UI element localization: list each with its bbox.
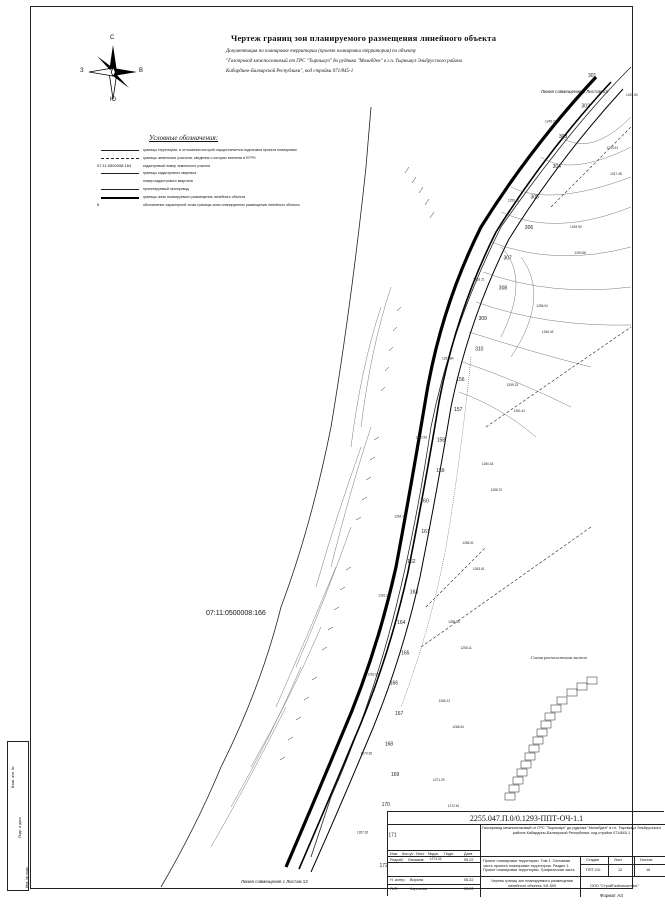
boundary-point-label: 169 <box>391 771 400 778</box>
territory-boundary-right <box>311 67 631 857</box>
elevation-label: 1250.11 <box>507 198 520 203</box>
boundary-point-label: 167 <box>395 711 404 718</box>
north-arrow-icon <box>80 35 144 103</box>
gip-name: Корнилов <box>410 887 428 891</box>
elevation-label: 1263.61 <box>473 567 485 572</box>
legend-heading: Условные обозначения: <box>149 134 219 142</box>
elevation-label: 1258.70 <box>490 488 503 493</box>
join-line-bottom: Линия совмещения с Листом 13 <box>241 879 308 884</box>
role-label: ГИП <box>390 887 398 891</box>
elevation-label: 1253.21 <box>473 277 485 282</box>
elevation-label: 1245.27 <box>545 119 557 124</box>
boundary-point-label: 160 <box>420 498 429 505</box>
boundary-point-label: 166 <box>389 680 399 687</box>
legend-item: номер кадастрового квартала <box>143 179 193 184</box>
scheme-title: Схема расположения листов <box>531 655 587 660</box>
boundary-point-label: 156 <box>456 376 465 383</box>
boundary-point-label: 306 <box>524 224 534 231</box>
legend-item: проектируемый газопровод <box>97 187 307 195</box>
elevation-label: 1274.03 <box>429 856 442 861</box>
col-header: Лист <box>416 852 425 856</box>
join-line-top: Линия совмещения с Листом 12 <box>541 89 608 94</box>
cadastral-block-number: 07:11:0500008:166 <box>206 610 266 617</box>
author-name: Ланшков <box>408 858 424 862</box>
boundary-point-label: 157 <box>454 407 463 414</box>
boundary-point-label: 302 <box>581 103 590 110</box>
boundary-point-label: 168 <box>384 741 394 748</box>
boundary-point-label: 158 <box>436 437 446 444</box>
elevation-label: 1255.11 <box>460 646 472 651</box>
boundary-point-label: 165 <box>401 650 410 657</box>
boundary-point-label: 159 <box>436 468 445 474</box>
compass-west: З <box>80 68 84 74</box>
gip-date: 05.22 <box>464 887 474 891</box>
subtitle-line: Кабардино-Балкарской Республики", код стройки 071/845-1 <box>226 69 354 74</box>
elevation-label: 1260.18 <box>481 461 494 466</box>
drawing-name: Чертеж границ зон планируемого размещения линейного объекта. М1:500 <box>491 879 573 888</box>
elevation-label: 1268.44 <box>452 725 464 730</box>
sheet-format: Формат А3 <box>600 893 623 898</box>
elevation-label: 1265.31 <box>462 540 474 545</box>
elevation-label: 1267.32 <box>356 830 369 835</box>
boundary-point-label: 304 <box>552 164 561 171</box>
sheet-value: 12 <box>618 868 623 872</box>
boundary-point-label: 307 <box>503 255 512 262</box>
elevation-label: 1259.23 <box>506 382 519 387</box>
stage-value: ППТ-ОЧ <box>586 868 601 872</box>
parcel-boundary <box>426 547 486 607</box>
boundary-point-label: 310 <box>475 346 484 353</box>
col-header: Изм. <box>390 852 399 856</box>
norm-control-name: Ворона <box>410 878 424 882</box>
elevation-label: 1262.93 <box>415 435 428 440</box>
legend-item: 8 обозначение характерной точки границы зоны планируемого размещения линейного объекта <box>97 201 300 207</box>
legend-item: границы зоны планируемого размещения линейного объекта <box>97 195 307 203</box>
sheets-label: Листов <box>640 858 653 862</box>
col-header: №док. <box>428 852 440 856</box>
legend-item: границы земельных участков, сведения о которых внесены в ЕГРН <box>97 156 307 164</box>
boundary-point-label: 164 <box>397 619 406 626</box>
legend-item: 07:11:0500008:164 кадастровый номер земельного участка <box>97 162 211 168</box>
elevation-label: 1245.53 <box>626 93 638 98</box>
side-stamp-cell: Инв. № подл. <box>25 866 29 888</box>
compass-east: В <box>139 68 144 74</box>
elevation-label: 1250.58 <box>574 251 586 256</box>
drawing-title: Чертеж границ зон планируемого размещения линейного объекта <box>231 33 497 43</box>
col-header: Дата <box>464 852 473 856</box>
author-date: 05.22 <box>464 858 474 862</box>
elevation-label: 1271.29 <box>433 777 445 782</box>
elevation-label: 1264.79 <box>394 514 406 519</box>
elevation-label: 1270.35 <box>360 751 373 756</box>
sheet-layout-scheme <box>505 677 597 800</box>
legend-item: границы кадастрового квартала <box>97 171 307 179</box>
elevation-label: 1256.43 <box>541 330 554 335</box>
elevation-label: 1249.90 <box>570 224 582 229</box>
elevation-label: 1255.04 <box>536 303 548 308</box>
compass-north: С <box>110 35 115 41</box>
territory-boundary-left <box>161 107 371 887</box>
side-stamp <box>7 741 29 891</box>
gas-pipeline <box>299 82 611 869</box>
object-name: Газопровод межпоселковый от ГРС "Тырныауз" до рудника "Молибден" в г.п. Тырныауз Эльбрусского района Кабардино-Балкарской Республики, код стройки 071/845-1 <box>482 826 661 835</box>
boundary-point-label: 172 <box>379 863 388 869</box>
col-header: Подп. <box>444 852 455 856</box>
side-stamp-cell: Подп. и дата <box>18 817 22 838</box>
subtitle-line: "Газопровод межпоселковый от ГРС "Тырныауз" до рудника "Молибден" в г.п. Тырныауз Эльбрусского района <box>226 59 463 64</box>
drawing-subtitle <box>226 47 526 77</box>
boundary-point-label: 163 <box>409 589 419 596</box>
elevation-label: 1257.84 <box>442 356 454 361</box>
sheet-label: Лист <box>614 858 623 862</box>
parcel-boundary <box>486 327 631 427</box>
col-header: Кол.уч <box>402 852 414 856</box>
elevation-label: 1261.25 <box>378 593 390 598</box>
boundary-point-label: 309 <box>478 316 487 323</box>
elevation-label: 1252.66 <box>367 672 379 677</box>
boundary-point-label: 301 <box>588 73 597 79</box>
compass-south: Ю <box>110 97 117 103</box>
boundary-point-label: 305 <box>530 194 539 201</box>
legend <box>97 134 307 210</box>
elevation-label: 1272.61 <box>447 804 460 809</box>
elevation-label: 1247.48 <box>610 172 622 177</box>
boundary-point-label: 170 <box>381 802 390 809</box>
boundary-point-label: 308 <box>498 285 508 292</box>
elevation-labels <box>357 93 638 861</box>
stage-label: Стадия <box>586 858 599 862</box>
elevation-label: 1258.54 <box>448 619 460 624</box>
drawing-sheet <box>11 6 661 891</box>
legend-item: границы территории, в отношении которой осуществляется подготовка проекта планировки <box>97 148 307 156</box>
boundary-point-label: 162 <box>407 559 416 566</box>
side-stamp-cell: Взам. инв. № <box>11 766 15 788</box>
norm-control-date: 05.22 <box>464 878 474 882</box>
elevation-label: 1243.91 <box>606 145 619 150</box>
parcel-boundary <box>421 527 591 647</box>
elevation-label: 1261.41 <box>513 409 526 414</box>
company-name: ООО "СтройГазКонсалтинг" <box>590 884 640 888</box>
section-name: Проект планировки территории. Том 1. Основная часть проекта планировки территории. Раздел 1. Проект планировки территории. Графическая часть <box>483 859 575 872</box>
planned-zone-boundary-2 <box>311 89 623 872</box>
boundary-point-label: 171 <box>388 832 397 839</box>
elevation-label: 1266.12 <box>438 698 451 703</box>
document-code: 2255.047.П.0/0.1293-ППТ-ОЧ-1.1 <box>469 814 584 823</box>
sheets-value: 16 <box>646 868 651 872</box>
role-label: Н. контр. <box>390 878 406 882</box>
boundary-point-label: 161 <box>421 528 430 535</box>
subtitle-line: Документация по планировке территории (проект планировки территории) по объекту <box>226 49 416 54</box>
role-label: Разраб. <box>390 858 404 862</box>
title-block <box>387 811 664 896</box>
boundary-point-label: 303 <box>558 133 568 140</box>
